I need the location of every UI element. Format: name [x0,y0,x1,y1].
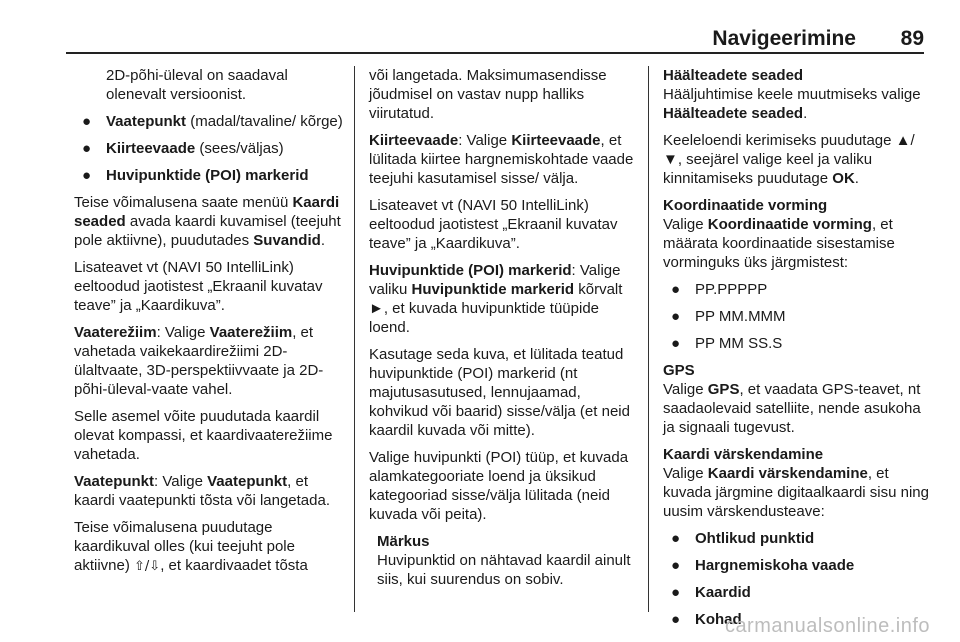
bullet-icon: ● [82,113,92,130]
paragraph: Selle asemel võite puudutada kaardil olevat kompassi, et kaardivaaterežiime vahetada. [74,408,333,463]
list-item: ● Kohad [671,611,742,628]
paragraph: Valige huvipunkti (POI) tüüp, et kuvada alamkategooriate loend ja üksikud kategooriad sisse/välja lülitada (neid kuvada või peita). [369,449,629,523]
paragraph: Lisateavet vt (NAVI 50 IntelliLink) eeltoodud jaotistest „Ekraanil kuvatav teave” ja „Kaardikuva”. [74,259,323,314]
list-item: ● PP MM.MMM [671,308,786,325]
column-1 [74,66,346,584]
column-2 [369,66,643,589]
column-3 [663,66,933,637]
column-divider-1 [354,66,355,612]
section-heading: Häälteadete seaded [663,67,804,84]
list-item: ● Huvipunktide (POI) markerid [82,167,309,184]
list-item: ● PP.PPPPP [671,281,768,298]
bullet-icon: ● [671,308,681,325]
paragraph: Keeleloendi kerimiseks puudutage ▲/▼, seejärel valige keel ja valiku kinnitamiseks puudutage OK. [663,132,915,187]
section-heading: Kaardi värskendamine [663,446,824,463]
coordinate-format-list [663,280,933,353]
bullet-icon: ● [671,584,681,601]
bullet-icon: ● [671,530,681,547]
zoom-arrows-icon: ⇧/⇩ [134,559,161,574]
list-item: ● Kaardid [671,584,751,601]
note-text: Huvipunktid on nähtavad kaardil ainult siis, kui suurendus on sobiv. [377,552,631,588]
watermark: carmanualsonline.info [724,615,930,637]
map-settings-list [74,112,346,185]
continued-text: 2D-põhi-üleval on saadaval olenevalt versioonist. [106,67,288,103]
bullet-icon: ● [671,611,681,628]
paragraph: või langetada. Maksimumasendisse jõudmisel on vastav nupp halliks viirutatud. [369,67,607,122]
paragraph: Hääljuhtimise keele muutmiseks valige Häälteadete seaded. [663,86,921,122]
paragraph: Vaatepunkt: Valige Vaatepunkt, et kaardi vaatepunkti tõsta või langetada. [74,473,331,509]
map-update-list [663,529,933,629]
bullet-icon: ● [82,167,92,184]
note-title: Märkus [377,533,430,550]
paragraph: Lisateavet vt (NAVI 50 IntelliLink) eeltoodud jaotistest „Ekraanil kuvatav teave” ja „Kaardikuva”. [369,197,618,252]
paragraph: Kasutage seda kuva, et lülitada teatud huvipunktide (POI) markerid (nt majutusasutused, lennujaamad, kohvikud või baarid) sisse/välja (et neid kaardil kuvada või mitte). [369,346,630,439]
list-item: ● Kiirteevaade (sees/väljas) [82,140,284,157]
page-header [0,0,960,52]
paragraph: Teise võimalusena saate menüü Kaardi seaded avada kaardi kuvamisel (teejuht pole aktiivne), puudutades Suvandid. [74,194,341,249]
bullet-icon: ● [82,140,92,157]
list-item: ● Hargnemiskoha vaade [671,557,855,574]
column-divider-2 [648,66,649,612]
list-item: ● Vaatepunkt (madal/tavaline/ kõrge) [82,113,343,130]
page-number: 89 [900,27,924,50]
note-box [369,532,643,589]
section-heading: Koordinaatide vorming [663,197,828,214]
paragraph: Teise võimalusena puudutage kaardikuval olles (kui teejuht pole aktiivne) ⇧/⇩, et kaardivaadet tõsta [74,519,308,574]
paragraph: Vaaterežiim: Valige Vaaterežiim, et vahetada vaikekaardirežiimi 2D-ülaltvaate, 3D-perspektiivvaate ja 2D-põhi-üleval-vaate vahel. [74,324,324,398]
bullet-icon: ● [671,335,681,352]
paragraph: Valige GPS, et vaadata GPS-teavet, nt saadaolevaid satelliite, nende asukoha ja signaali tugevust. [663,381,921,436]
paragraph: Kiirteevaade: Valige Kiirteevaade, et lülitada kiirtee hargnemiskohtade vaade teejuhi kasutamisel sisse/ välja. [369,132,634,187]
paragraph: Valige Kaardi värskendamine, et kuvada järgmine digitaalkaardi sisu ning uusim värskendusteave: [663,465,929,520]
section-heading: GPS [663,362,695,379]
bullet-icon: ● [671,281,681,298]
bullet-icon: ● [671,557,681,574]
header-rule [66,52,924,54]
list-item: ● PP MM SS.S [671,335,783,352]
chapter-title: Navigeerimine [712,27,856,50]
paragraph: Huvipunktide (POI) markerid: Valige valiku Huvipunktide markerid kõrvalt ►, et kuvada huvipunktide tüüpide loend. [369,262,623,336]
paragraph: Valige Koordinaatide vorming, et määrata koordinaatide sisestamise vorminguks üks järgmistest: [663,216,895,271]
list-item: ● Ohtlikud punktid [671,530,815,547]
